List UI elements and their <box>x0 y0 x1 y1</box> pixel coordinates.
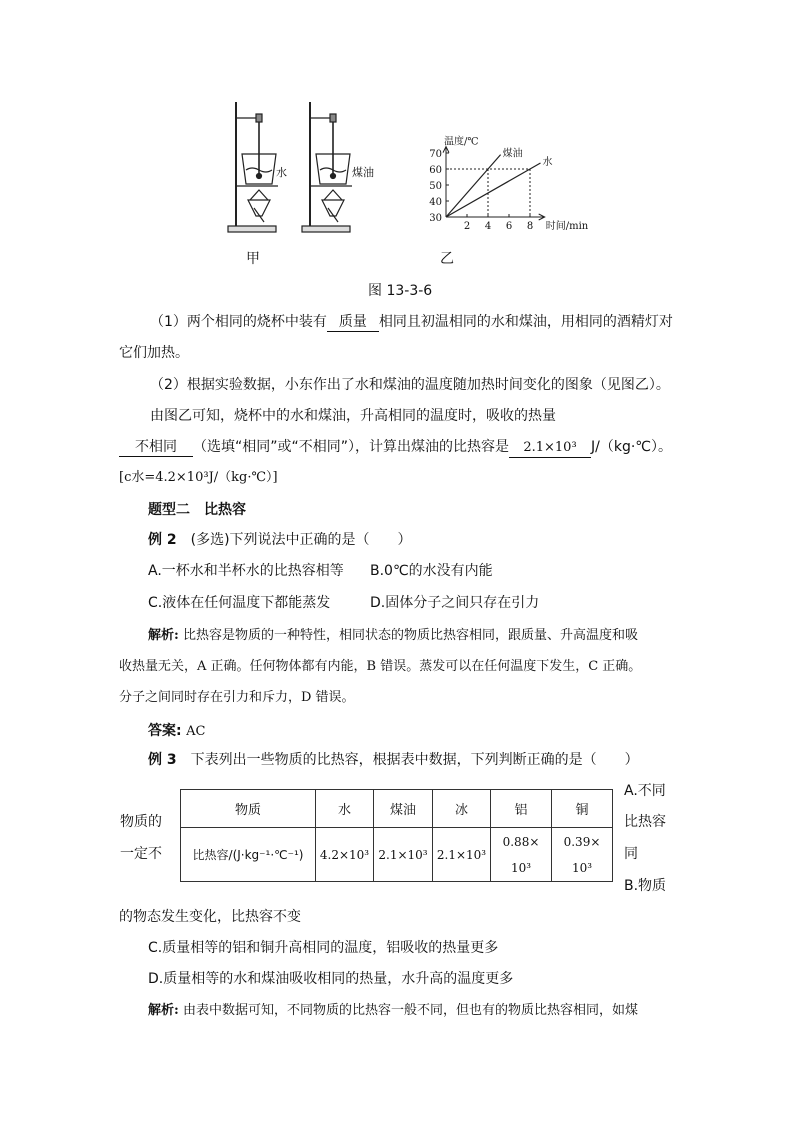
ex3-right-1: A.不同 <box>624 783 666 799</box>
table-header: 冰 <box>433 790 491 828</box>
ex3-right-4: B.物质 <box>624 878 667 894</box>
table-header: 物质 <box>181 790 316 828</box>
caption-jia: 甲 <box>246 251 260 267</box>
ex2-option-a: A.一杯水和半杯水的比热容相等 <box>148 563 344 579</box>
ex2-analysis-2: 收热量无关，A 正确。任何物体都有内能，B 错误。蒸发可以在任何温度下发生，C 正确。 <box>119 659 642 674</box>
specific-heat-table <box>180 789 613 882</box>
y-tick-label: 70 <box>429 149 442 160</box>
series-kerosene-line <box>446 155 501 217</box>
table-header: 煤油 <box>374 790 433 828</box>
x-tick-label: 4 <box>484 221 492 232</box>
blank-quality: 质量 <box>327 313 379 332</box>
ex2-analysis-1: 解析: 比热容是物质的一种特性，相同状态的物质比热容相同，跟质量、升高温度和吸 <box>148 628 638 643</box>
table-cell: 2.1×10³ <box>433 828 491 882</box>
table-row <box>181 828 613 882</box>
table-cell: 2.1×10³ <box>374 828 433 882</box>
figure-title: 图 13-3-6 <box>368 283 433 299</box>
series-label-water: 水 <box>542 157 553 168</box>
ex3-left-1: 物质的 <box>120 814 162 830</box>
ex3-right-3: 同 <box>624 846 638 862</box>
q1-line2: 它们加热。 <box>119 345 189 361</box>
blank-not-same: 不相同 <box>119 438 193 457</box>
ex3-stem: 例 3 下表列出一些物质的比热容，根据表中数据，下列判断正确的是（ ） <box>148 752 639 768</box>
label-kerosene: 煤油 <box>352 166 374 179</box>
series-water-line <box>446 163 541 217</box>
y-tick-label: 60 <box>429 165 442 176</box>
caption-yi: 乙 <box>440 251 454 267</box>
q2-line1: （2）根据实验数据，小东作出了水和煤油的温度随加热时间变化的图象（见图乙）。 <box>150 377 670 393</box>
ex3-option-d: D.质量相等的水和煤油吸收相同的热量，水升高的温度更多 <box>148 971 514 987</box>
ex2-stem: 例 2 (多选)下列说法中正确的是（ ） <box>148 532 412 548</box>
q2-line2: 由图乙可知，烧杯中的水和煤油，升高相同的温度时，吸收的热量 <box>150 408 556 424</box>
section-heading: 题型二 比热容 <box>148 502 246 518</box>
table-header: 铜 <box>552 790 613 828</box>
q2-line3: 不相同 （选填“相同”或“不相同”），计算出煤油的比热容是 2.1×10³ J/（kg·℃）。 <box>119 437 672 458</box>
ex2-option-d: D.固体分子之间只存在引力 <box>370 595 540 611</box>
ex2-analysis-3: 分子之间同时存在引力和斥力，D 错误。 <box>119 690 355 705</box>
table-header: 水 <box>316 790 374 828</box>
blank-specific-heat: 2.1×10³ <box>509 439 591 458</box>
temperature-time-graph <box>420 125 589 235</box>
y-tick-label: 30 <box>429 213 442 224</box>
y-axis-label: 温度/℃ <box>444 136 479 148</box>
ex2-answer: 答案: AC <box>148 723 206 739</box>
ex3-option-b-cont: 的物态发生变化，比热容不变 <box>119 909 301 925</box>
y-tick-label: 40 <box>429 197 442 208</box>
table-cell: 0.88× 10³ <box>491 828 552 882</box>
y-tick-label: 50 <box>429 181 442 192</box>
label-water: 水 <box>276 166 287 179</box>
ex3-analysis: 解析: 由表中数据可知，不同物质的比热容一般不同，但也有的物质比热容相同，如煤 <box>148 1003 638 1018</box>
x-tick-label: 2 <box>463 221 471 232</box>
table-cell: 0.39× 10³ <box>552 828 613 882</box>
q2-note: [c水=4.2×10³J/（kg·℃）] <box>119 470 278 485</box>
ex3-left-2: 一定不 <box>120 846 162 862</box>
ex2-option-b: B.0℃的水没有内能 <box>370 563 493 579</box>
ex3-option-c: C.质量相等的铝和铜升高相同的温度，铝吸收的热量更多 <box>148 940 499 956</box>
ex3-right-2: 比热容 <box>624 814 666 830</box>
q1-line1: （1）两个相同的烧杯中装有 质量 相同且初温相同的水和煤油，用相同的酒精灯对 <box>150 314 673 330</box>
table-header: 铝 <box>491 790 552 828</box>
x-tick-label: 6 <box>505 221 513 232</box>
table-cell: 4.2×10³ <box>316 828 374 882</box>
ex2-option-c: C.液体在任何温度下都能蒸发 <box>148 595 331 611</box>
table-header-row <box>181 790 613 828</box>
table-row-label: 比热容/(J·kg⁻¹·℃⁻¹) <box>181 828 316 882</box>
x-axis-label: 时间/min <box>545 221 589 232</box>
x-tick-label: 8 <box>526 221 534 232</box>
series-label-kerosene: 煤油 <box>502 148 523 160</box>
apparatus-figure <box>220 98 370 238</box>
